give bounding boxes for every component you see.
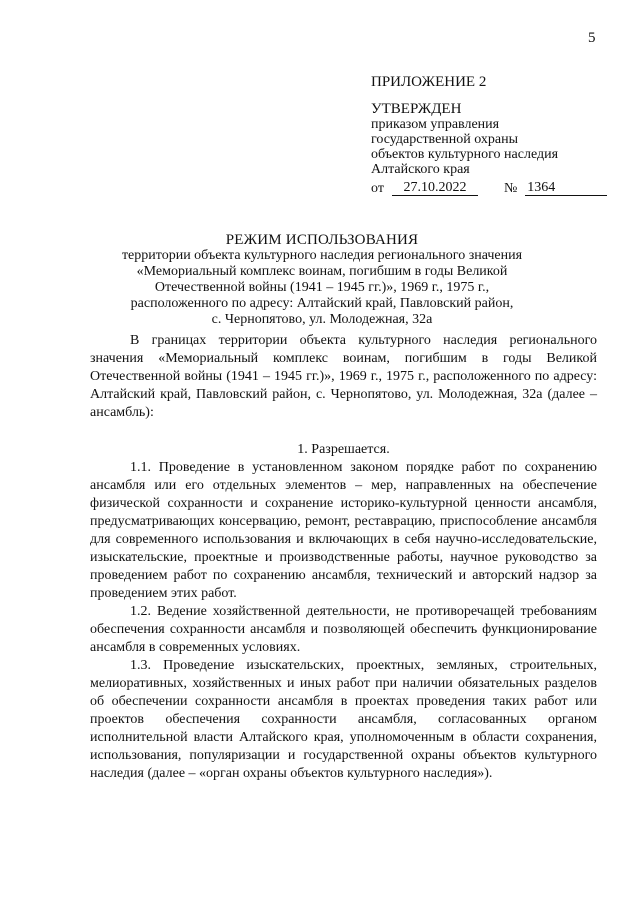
title-line: с. Чернопятово, ул. Молодежная, 32а xyxy=(211,312,433,327)
approved-label: УТВЕРЖДЕН xyxy=(371,101,462,117)
intro-paragraph: В границах территории объекта культурного наследия регионального значения «Мемориальный комплекс воинам, погибшим в годы Великой Отечественной войны (1941 – 1945 гг.)», 1969 г., 1975 г., расположенного по адресу: Алтайский край, Павловский район, с. Чернопятово, ул. Молодежная, 32а (далее – ансамбль): xyxy=(90,333,597,420)
page-number: 5 xyxy=(588,30,596,46)
clause-1-2: 1.2. Ведение хозяйственной деятельности, не противоречащей требованиям обеспечения сохранности ансамбля и позволяющей обеспечить функционирование ансамбля в современных условиях. xyxy=(90,604,597,655)
document-title-block xyxy=(110,232,534,328)
document-body xyxy=(90,332,597,783)
approval-line: Алтайского края xyxy=(371,162,470,177)
approval-block xyxy=(371,75,621,196)
appendix-heading: ПРИЛОЖЕНИЕ 2 xyxy=(371,74,487,90)
number-prefix: № xyxy=(503,181,518,196)
order-date-number-row xyxy=(371,180,621,196)
approval-line: объектов культурного наследия xyxy=(371,147,559,162)
order-number: 1364 xyxy=(525,180,607,196)
document-title: РЕЖИМ ИСПОЛЬЗОВАНИЯ xyxy=(225,232,419,248)
order-date: 27.10.2022 xyxy=(392,180,478,196)
approval-line: приказом управления xyxy=(371,117,500,132)
clause-1-3: 1.3. Проведение изыскательских, проектных, земляных, строительных, мелиоративных, хозяйственных и иных работ при наличии обязательных разделов об обеспечении сохранности ансамбля в проектах проведения таких работ или проектов обеспечения сохранности ансамбля, согласованных органом исполнительной власти Алтайского края, уполномоченным в области сохранения, использования, популяризации и государственной охраны объектов культурного наследия (далее – «орган охраны объектов культурного наследия»). xyxy=(90,658,597,781)
title-line: расположенного по адресу: Алтайский край, Павловский район, xyxy=(130,296,514,311)
clause-1-1: 1.1. Проведение в установленном законом порядке работ по сохранению ансамбля или его отдельных элементов – мер, направленных на обеспечение физической сохранности и сохранение историко-культурной ценности ансамбля, предусматривающих консервацию, ремонт, реставрацию, приспособление ансамбля для современного использования и включающих в себя научно-исследовательские, изыскательские, проектные и производственные работы, научное руководство за проведением работ по сохранению ансамбля, технический и авторский надзор за проведением этих работ. xyxy=(90,460,597,601)
title-line: «Мемориальный комплекс воинам, погибшим в годы Великой xyxy=(136,264,508,279)
approval-line: государственной охраны xyxy=(371,132,519,147)
title-line: Отечественной войны (1941 – 1945 гг.)», 1969 г., 1975 г., xyxy=(154,280,490,295)
section-heading: 1. Разрешается. xyxy=(297,442,390,457)
title-line: территории объекта культурного наследия регионального значения xyxy=(121,248,523,263)
date-prefix: от xyxy=(371,181,384,196)
